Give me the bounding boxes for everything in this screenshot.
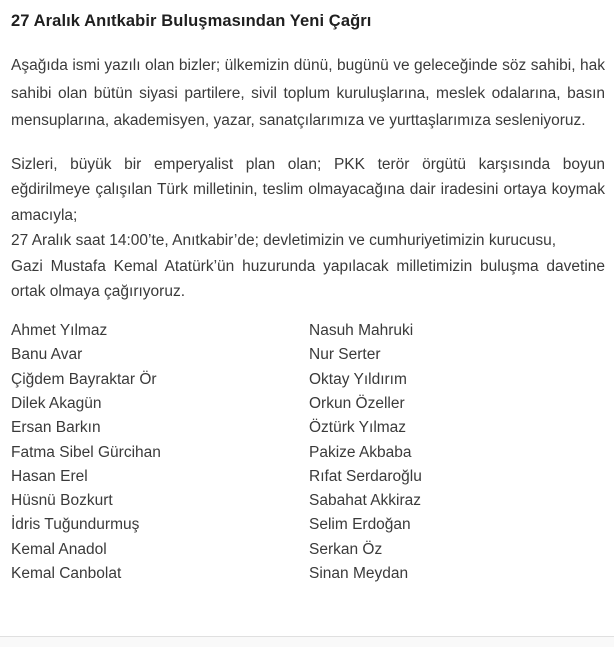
signatory-name: Çiğdem Bayraktar Ör bbox=[11, 370, 157, 388]
signatories-right-column bbox=[309, 319, 605, 586]
page-title: 27 Aralık Anıtkabir Buluşmasından Yeni Çağrı bbox=[11, 12, 372, 30]
signatory-name: Fatma Sibel Gürcihan bbox=[11, 443, 161, 461]
signatory-name: Rıfat Serdaroğlu bbox=[309, 467, 422, 485]
signatory-name: Oktay Yıldırım bbox=[309, 370, 407, 388]
signatory-name: Ersan Barkın bbox=[11, 419, 101, 437]
signatory-name: Serkan Öz bbox=[309, 540, 383, 558]
signatory-name: Hasan Erel bbox=[11, 467, 88, 485]
signatory-name: Ahmet Yılmaz bbox=[11, 322, 108, 340]
signatory-name: Selim Erdoğan bbox=[309, 516, 411, 534]
signatory-name: Sabahat Akkiraz bbox=[309, 492, 422, 510]
signatories-left-column bbox=[11, 319, 309, 586]
signatory-name: Hüsnü Bozkurt bbox=[11, 492, 113, 510]
signatory-name: Pakize Akbaba bbox=[309, 443, 412, 461]
signatory-name: Kemal Canbolat bbox=[11, 565, 122, 583]
signatory-name: Öztürk Yılmaz bbox=[309, 419, 407, 437]
signatory-name: Banu Avar bbox=[11, 346, 83, 364]
bottom-divider bbox=[0, 636, 614, 647]
paragraph-datetime: 27 Aralık saat 14:00’te, Anıtkabir’de; devletimizin ve cumhuriyetimizin kurucusu, bbox=[11, 232, 557, 250]
signatories-list bbox=[11, 319, 605, 586]
signatory-name: Nur Serter bbox=[309, 346, 381, 364]
signatory-name: Kemal Anadol bbox=[11, 540, 107, 558]
paragraph-invitation: Gazi Mustafa Kemal Atatürk’ün huzurunda yapılacak milletimizin buluşma davetine ortak olmaya çağırıyoruz. bbox=[11, 257, 605, 301]
signatory-name: Dilek Akagün bbox=[11, 394, 102, 412]
paragraph-call: Sizleri, büyük bir emperyalist plan olan; PKK terör örgütü karşısında boyun eğdirilmeye çalışılan Türk milletinin, teslim olmayacağına dair iradesini ortaya koymak amacıyla; bbox=[11, 155, 605, 224]
signatory-name: Orkun Özeller bbox=[309, 394, 405, 412]
signatory-name: Nasuh Mahruki bbox=[309, 322, 414, 340]
paragraph-body-block bbox=[11, 152, 605, 306]
signatory-name: İdris Tuğundurmuş bbox=[11, 516, 140, 534]
signatory-name: Sinan Meydan bbox=[309, 565, 409, 583]
paragraph-intro: Aşağıda ismi yazılı olan bizler; ülkemizin dünü, bugünü ve geleceğinde söz sahibi, hak sahibi olan bütün siyasi partilere, sivil toplum kuruluşlarına, meslek odalarına, basın mensuplarına, akademisyen, yazar, sanatçılarımıza ve yurttaşlarımıza sesleniyoruz. bbox=[11, 57, 605, 129]
